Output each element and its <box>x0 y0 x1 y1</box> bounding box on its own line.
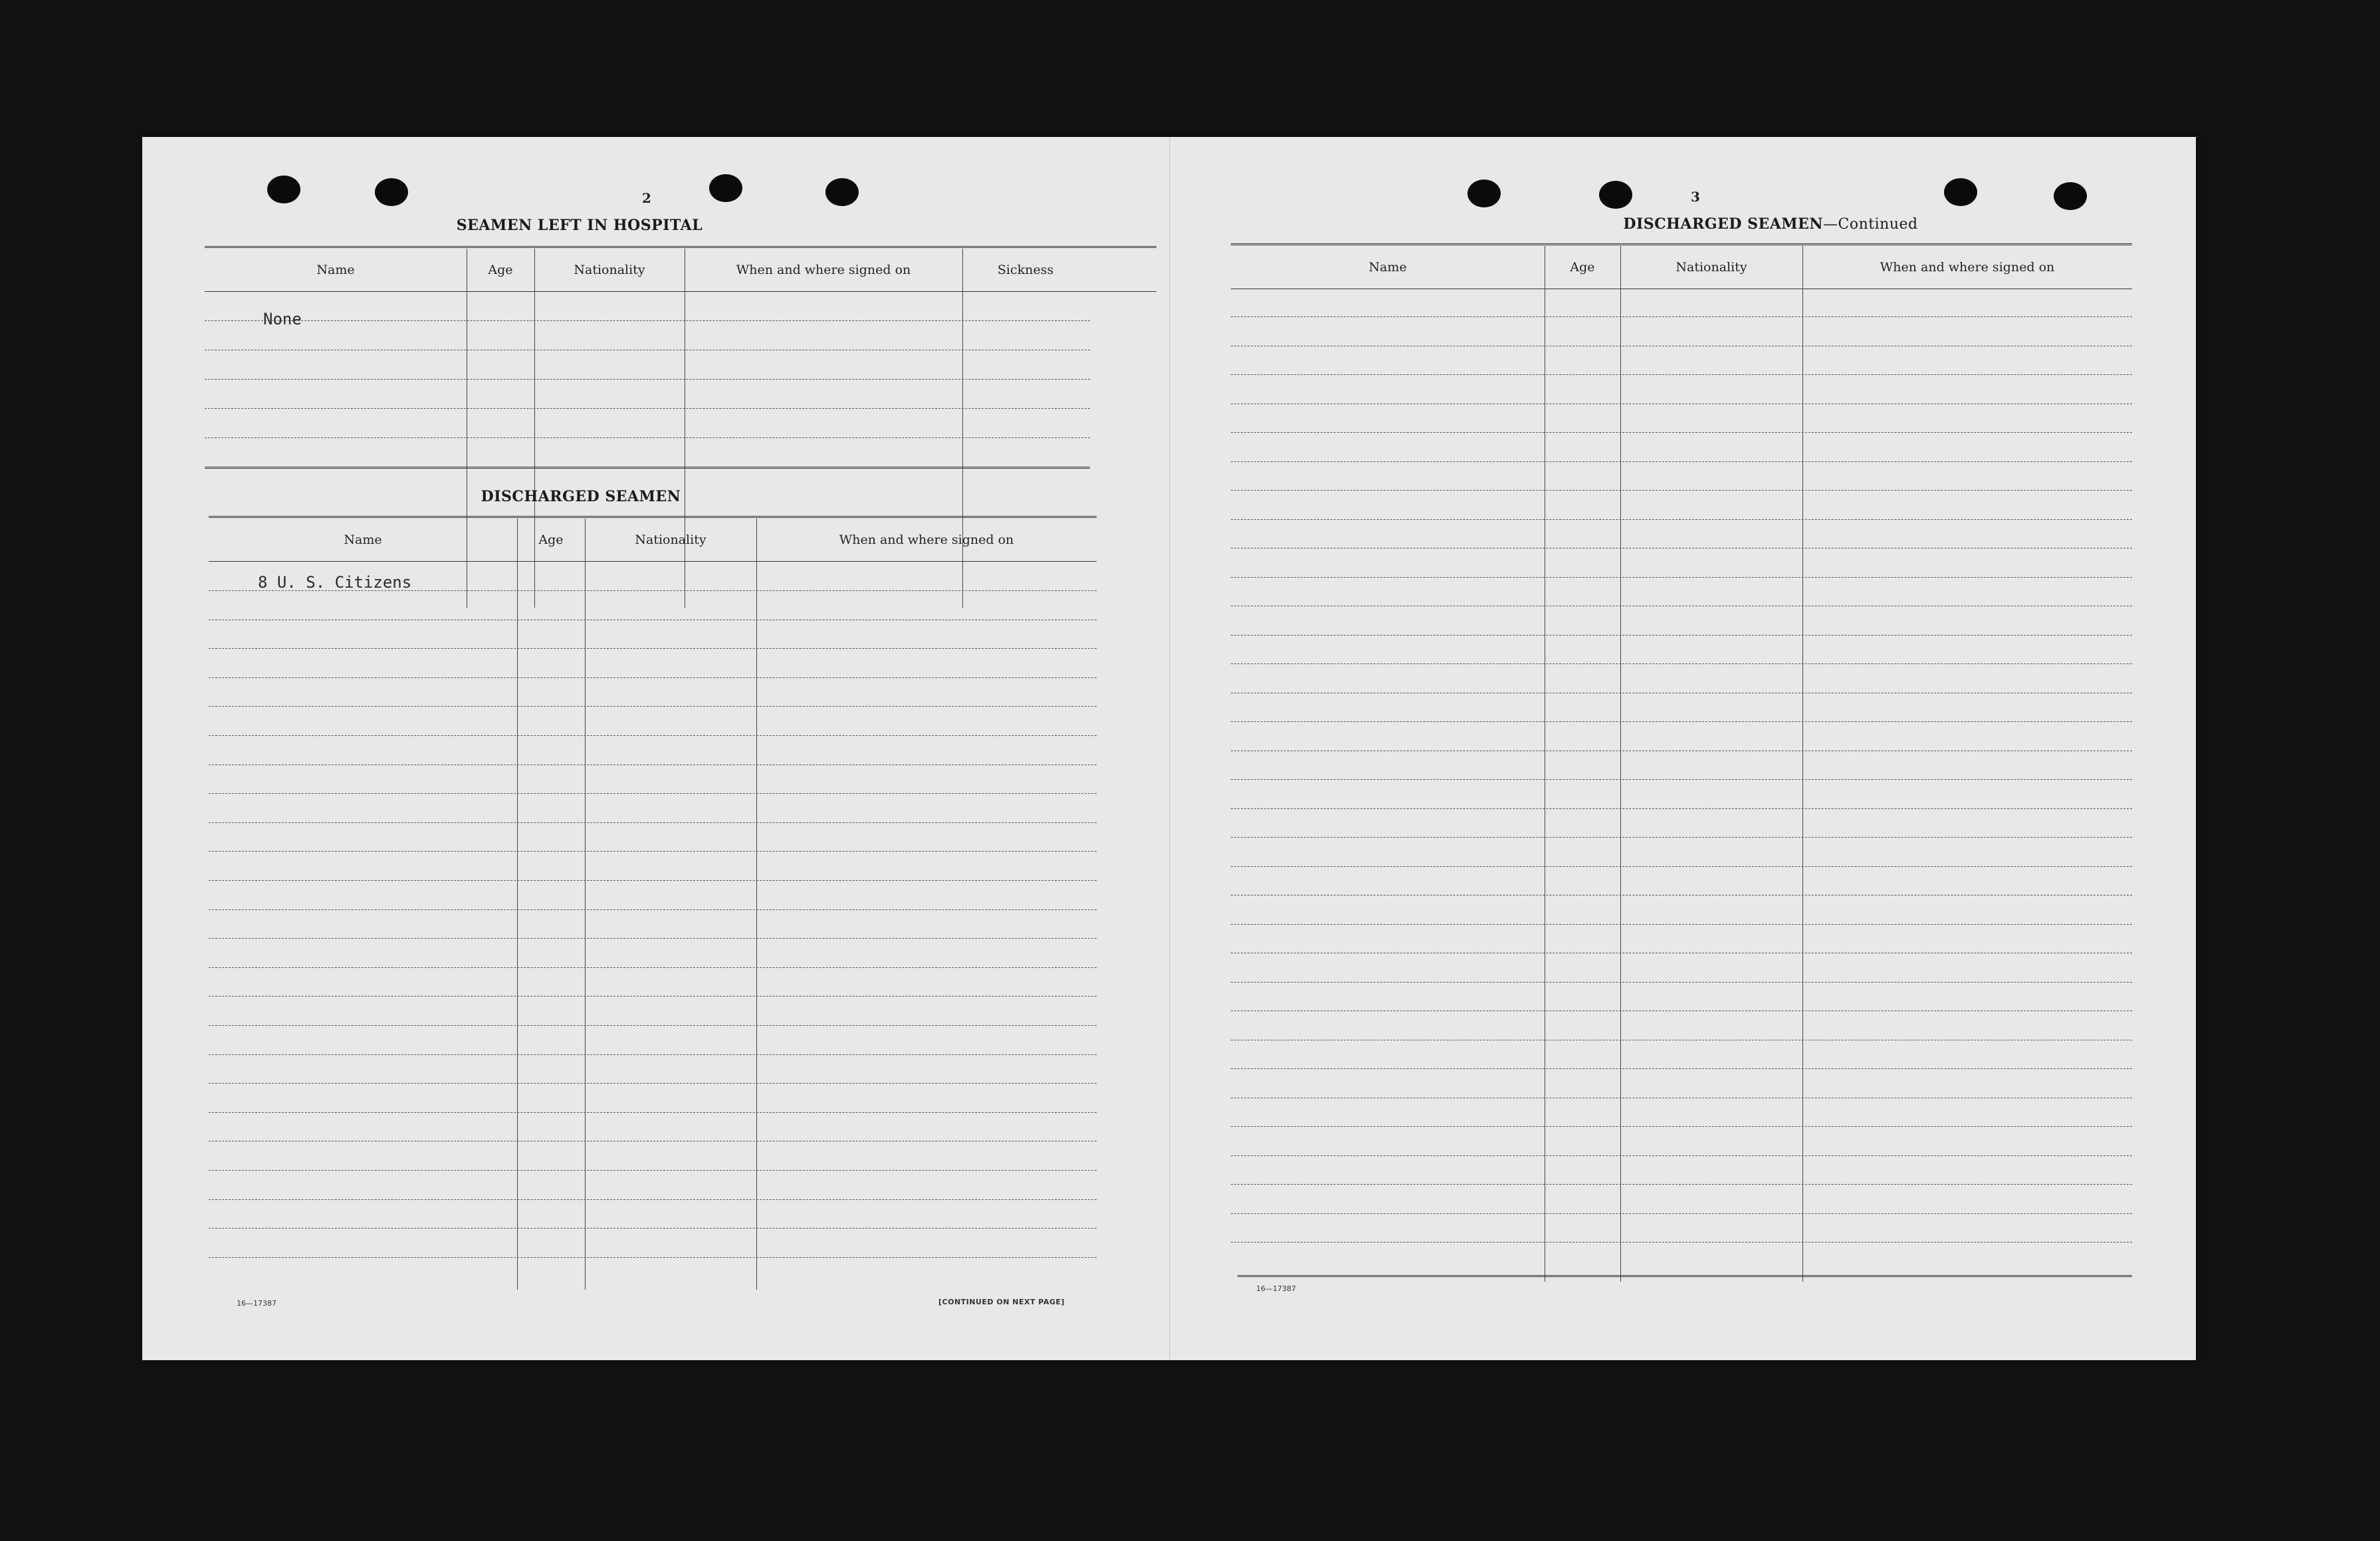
ruled-line <box>1231 1068 2132 1069</box>
ruled-line <box>209 851 1097 852</box>
ruled-line <box>1231 490 2132 491</box>
ruled-line <box>209 1199 1097 1200</box>
ruled-line <box>1231 982 2132 983</box>
ruled-line <box>1231 316 2132 317</box>
ruled-line <box>209 1228 1097 1229</box>
ruled-line <box>1231 519 2132 520</box>
discharged-table-right <box>1231 246 2132 1282</box>
discharged-table-left <box>209 519 1097 1290</box>
discharged-title-right: DISCHARGED SEAMEN <box>1623 215 1824 233</box>
ruled-line <box>1231 924 2132 925</box>
page-number-left: 2 <box>642 190 651 206</box>
ruled-line <box>209 822 1097 823</box>
ruled-line <box>1231 808 2132 809</box>
ruled-line <box>1231 663 2132 664</box>
col-header-age: Age <box>538 533 564 547</box>
ruled-line <box>209 996 1097 997</box>
ruled-line <box>1231 1184 2132 1185</box>
col-header-when-where: When and where signed on <box>1880 260 2055 275</box>
col-header-nationality: Nationality <box>635 533 706 547</box>
continued-note: [CONTINUED ON NEXT PAGE] <box>938 1298 1065 1306</box>
ruled-line <box>209 1025 1097 1026</box>
ruled-line <box>209 1054 1097 1055</box>
punch-hole <box>1944 178 1977 206</box>
col-header-name: Name <box>316 263 355 277</box>
ruled-line <box>1231 721 2132 722</box>
punch-hole <box>1467 179 1501 207</box>
ruled-line <box>1231 1155 2132 1156</box>
continued-suffix: —Continued <box>1823 216 1918 233</box>
ruled-line <box>1231 837 2132 838</box>
form-code-left: 16—17387 <box>237 1299 276 1308</box>
discharged-top-rule-right <box>1231 243 2132 245</box>
ruled-line <box>1231 432 2132 433</box>
ruled-line <box>205 320 1090 321</box>
ruled-line <box>209 1257 1097 1258</box>
punch-hole <box>267 176 300 203</box>
hospital-bottom-rule <box>205 467 1090 469</box>
document-sheet <box>142 137 2196 1360</box>
discharged-bottom-rule-right <box>1238 1275 2132 1277</box>
discharged-entry-name: 8 U. S. Citizens <box>258 573 412 592</box>
ruled-line <box>209 735 1097 736</box>
ruled-line <box>1231 577 2132 578</box>
punch-hole <box>825 178 859 206</box>
hospital-table-header <box>205 249 1156 292</box>
ruled-line <box>1231 1010 2132 1011</box>
ruled-line <box>1231 374 2132 375</box>
col-header-when-where: When and where signed on <box>736 263 911 277</box>
form-code-right: 16—17387 <box>1256 1284 1296 1293</box>
ruled-line <box>209 938 1097 939</box>
page-number-right: 3 <box>1691 189 1700 205</box>
ruled-line <box>1231 461 2132 462</box>
column-divider <box>756 519 757 1290</box>
ruled-line <box>1231 1213 2132 1214</box>
punch-hole <box>2054 182 2087 210</box>
ruled-line <box>1231 1126 2132 1127</box>
ruled-line <box>1231 779 2132 780</box>
col-header-sickness: Sickness <box>997 263 1054 277</box>
center-fold <box>1169 137 1170 1360</box>
discharged-top-rule-left <box>209 516 1097 518</box>
punch-hole <box>375 178 408 206</box>
ruled-line <box>209 1083 1097 1084</box>
ruled-line <box>209 967 1097 968</box>
col-header-nationality: Nationality <box>1676 260 1747 275</box>
col-header-age: Age <box>488 263 513 277</box>
ruled-line <box>1231 635 2132 636</box>
ruled-line <box>205 408 1090 409</box>
ruled-line <box>209 880 1097 881</box>
ruled-line <box>209 1170 1097 1171</box>
punch-hole <box>709 174 742 202</box>
discharged-section-title-left: DISCHARGED SEAMEN <box>481 488 681 505</box>
col-header-when-where: When and where signed on <box>839 533 1014 547</box>
hospital-top-rule <box>205 246 1156 248</box>
discharged-table-header-left <box>209 519 1097 562</box>
ruled-line <box>209 1112 1097 1113</box>
ruled-line <box>209 909 1097 910</box>
hospital-section-title: SEAMEN LEFT IN HOSPITAL <box>456 217 703 234</box>
ruled-line <box>205 379 1090 380</box>
col-header-nationality: Nationality <box>574 263 645 277</box>
ruled-line <box>209 706 1097 707</box>
col-header-name: Name <box>1368 260 1407 275</box>
ruled-line <box>1231 1242 2132 1243</box>
ruled-line <box>209 648 1097 649</box>
discharged-table-header-right <box>1231 246 2132 289</box>
col-header-age: Age <box>1570 260 1595 275</box>
column-divider <box>585 519 586 1290</box>
discharged-section-title-right <box>1471 215 2070 233</box>
ruled-line <box>209 793 1097 794</box>
ruled-line <box>205 437 1090 438</box>
hospital-entry-name: None <box>263 310 302 328</box>
punch-hole <box>1599 181 1632 209</box>
ruled-line <box>1231 866 2132 867</box>
col-header-name: Name <box>344 533 382 547</box>
column-divider <box>517 519 518 1290</box>
ruled-line <box>209 677 1097 678</box>
